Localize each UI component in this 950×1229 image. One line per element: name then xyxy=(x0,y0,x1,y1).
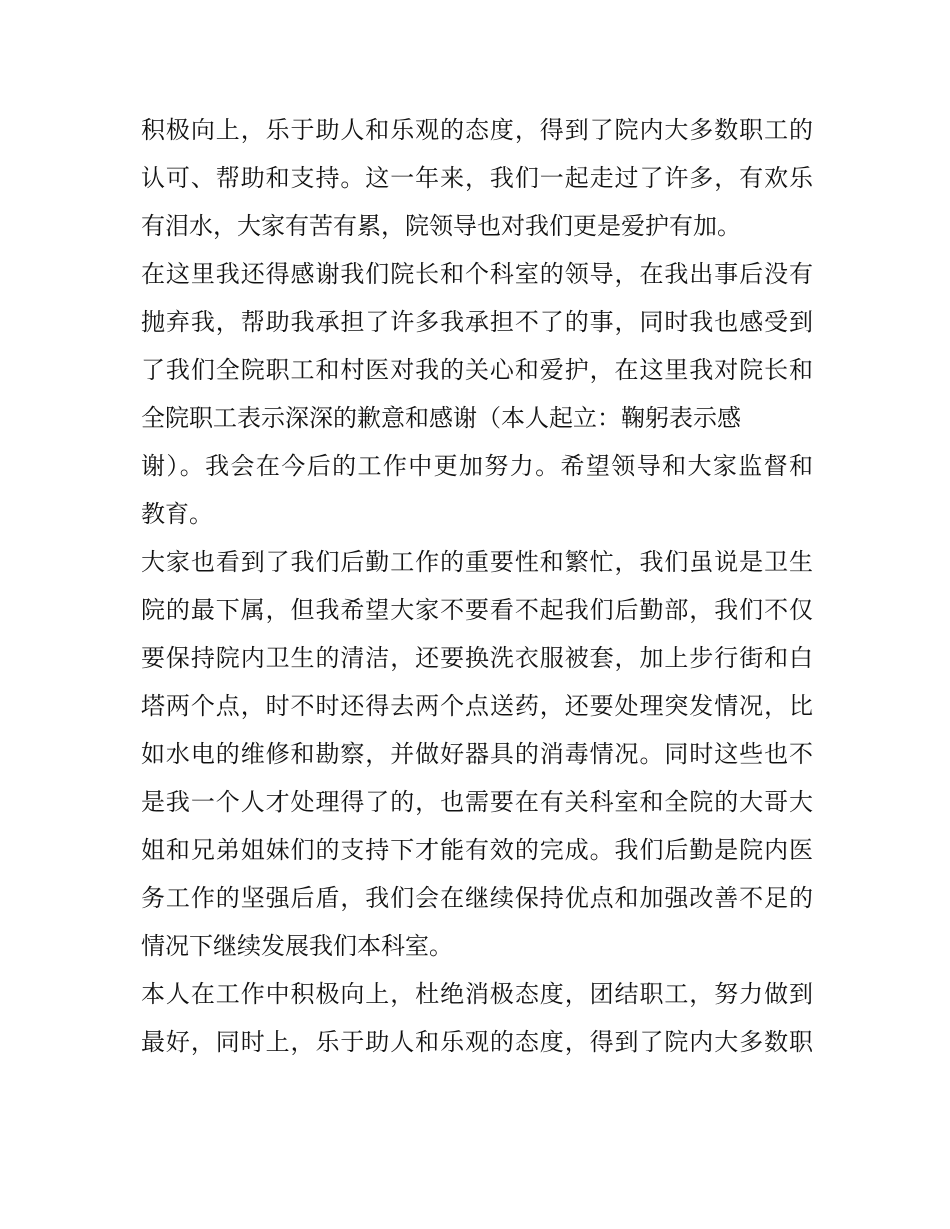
text-line: 本人在工作中积极向上，杜绝消极态度，团结职工，努力做到 xyxy=(141,980,813,1008)
paragraph-2 xyxy=(141,250,813,538)
paragraph-3 xyxy=(141,538,813,970)
text-line: 大家也看到了我们后勤工作的重要性和繁忙，我们虽说是卫生 xyxy=(141,548,813,576)
document-body xyxy=(141,106,813,1066)
text-line: 情况下继续发展我们本科室。 xyxy=(141,932,453,960)
text-line: 姐和兄弟姐妹们的支持下才能有效的完成。我们后勤是院内医 xyxy=(141,836,813,864)
text-line: 最好，同时上，乐于助人和乐观的态度，得到了院内大多数职 xyxy=(141,1028,813,1056)
text-line: 要保持院内卫生的清洁，还要换洗衣服被套，加上步行街和白 xyxy=(141,644,813,672)
paragraph-4 xyxy=(141,970,813,1066)
text-line: 谢）。我会在今后的工作中更加努力。希望领导和大家监督和 xyxy=(141,452,813,480)
text-line: 全院职工表示深深的歉意和感谢（本人起立：鞠躬表示感 xyxy=(141,404,741,432)
text-line: 院的最下属，但我希望大家不要看不起我们后勤部，我们不仅 xyxy=(141,596,813,624)
text-line: 塔两个点，时不时还得去两个点送药，还要处理突发情况，比 xyxy=(141,692,813,720)
text-line: 有泪水，大家有苦有累，院领导也对我们更是爱护有加。 xyxy=(141,212,741,240)
text-line: 务工作的坚强后盾，我们会在继续保持优点和加强改善不足的 xyxy=(141,884,813,912)
text-line: 积极向上，乐于助人和乐观的态度，得到了院内大多数职工的 xyxy=(141,116,813,144)
text-line: 教育。 xyxy=(141,500,213,528)
text-line: 是我一个人才处理得了的，也需要在有关科室和全院的大哥大 xyxy=(141,788,813,816)
text-line: 如水电的维修和勘察，并做好器具的消毒情况。同时这些也不 xyxy=(141,740,813,768)
text-line: 在这里我还得感谢我们院长和个科室的领导，在我出事后没有 xyxy=(141,260,813,288)
text-line: 认可、帮助和支持。这一年来，我们一起走过了许多，有欢乐 xyxy=(141,164,813,192)
text-line: 了我们全院职工和村医对我的关心和爱护，在这里我对院长和 xyxy=(141,356,813,384)
paragraph-1 xyxy=(141,106,813,250)
text-line: 抛弃我，帮助我承担了许多我承担不了的事，同时我也感受到 xyxy=(141,308,813,336)
